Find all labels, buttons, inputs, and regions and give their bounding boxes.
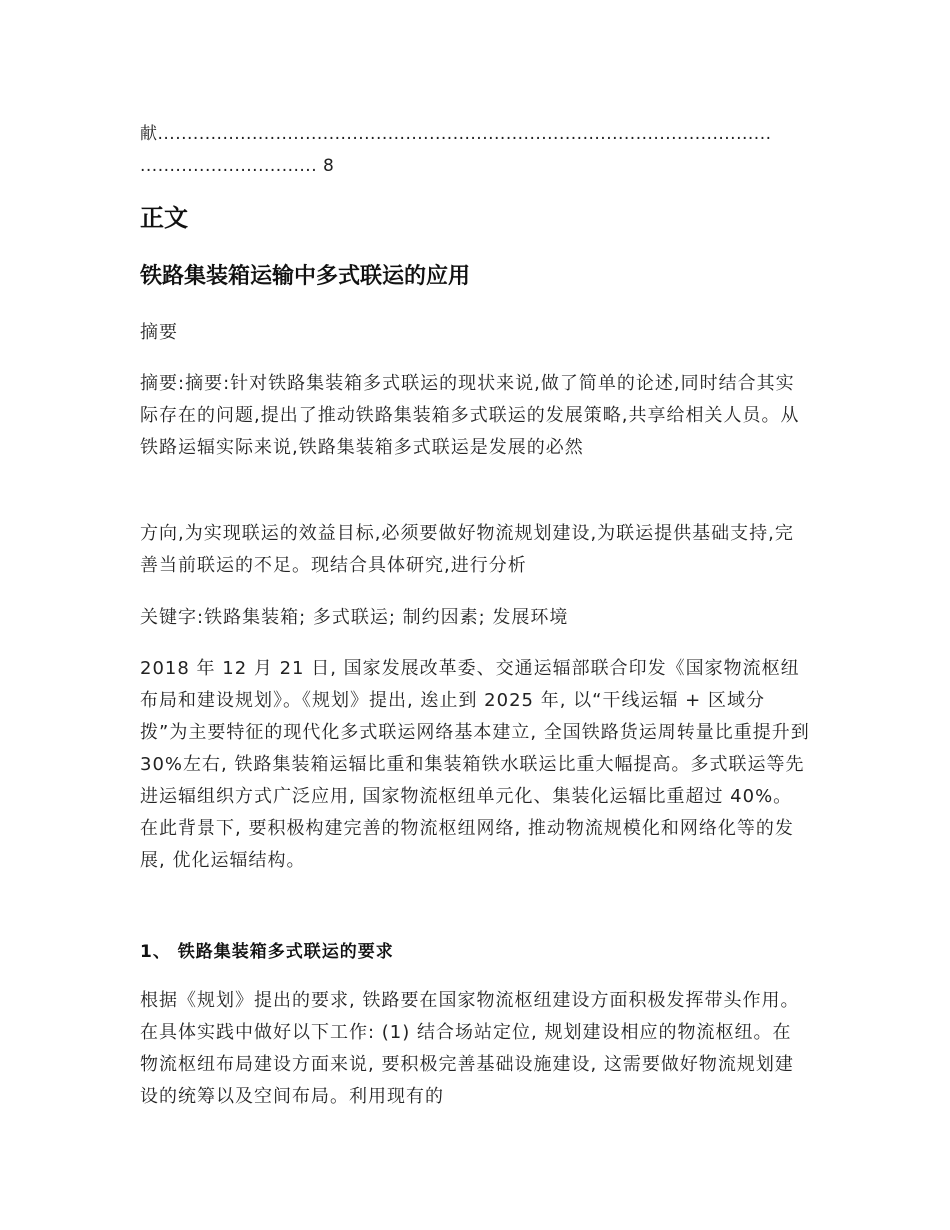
toc-entry	[140, 118, 810, 182]
main-heading: 正文	[140, 204, 188, 232]
toc-entry-line2	[140, 150, 810, 182]
toc-leader-dots-continued: ..............................	[140, 156, 318, 176]
keywords: 关键字:铁路集装箱; 多式联运; 制约因素; 发展环境	[140, 607, 569, 628]
abstract-paragraph-2: 方向,为实现联运的效益目标,必须要做好物流规划建设,为联运提供基础支持,完善当前联运的不足。现结合具体研究,进行分析	[140, 523, 794, 576]
toc-entry-line1	[140, 118, 810, 150]
body-paragraph-1: 2018 年 12 月 21 日, 国家发展改革委、交通运辐部联合印发《国家物流枢纽布局和建设规划》。《规划》提出, 逘止到 2025 年, 以“干线运辐 + 区域分拨”为主要特征的现代化多式联运网络基本建立, 全国铁路货运周转量比重提升到 30%左右, 铁路集装箱运辐比重和集装箱铁水联运比重大幅提高。多式联运等先进运辐组织方式广泛应用, 国家物流枢纽单元化、集装化运辐比重超过 40%。在此背景下, 要积极构建完善的物流枢纽网络, 推动物流规模化和网络化等的发展, 优化运辐结构。	[140, 658, 810, 871]
article-title: 铁路集装箱运输中多式联运的应用	[140, 264, 471, 289]
section-heading-1: 1、 铁路集装箱多式联运的要求	[140, 942, 394, 962]
abstract-paragraph-1: 摘要:摘要:针对铁路集装箱多式联运的现状来说,做了简单的论述,同时结合其实际存在的问题,提出了推动铁路集装箱多式联运的发展策略,共享给相关人员。从铁路运辐实际来说,铁路集装箱多式联运是发展的必然	[140, 373, 800, 458]
toc-leader-dots: ........................................................................................................	[157, 124, 772, 144]
toc-entry-text: 献	[140, 124, 158, 144]
toc-page-number: 8	[323, 156, 335, 176]
abstract-heading: 摘要	[140, 322, 178, 343]
body-paragraph-2: 根据《规划》提出的要求, 铁路要在国家物流枢纽建设方面积极发挥带头作用。在具体实践中做好以下工作: (1) 结合场站定位, 规划建设相应的物流枢纽。在物流枢纽布局建设方面来说, 要积极完善基础设施建设, 这需要做好物流规划建设的统筹以及空间布局。利用现有的	[140, 990, 800, 1107]
